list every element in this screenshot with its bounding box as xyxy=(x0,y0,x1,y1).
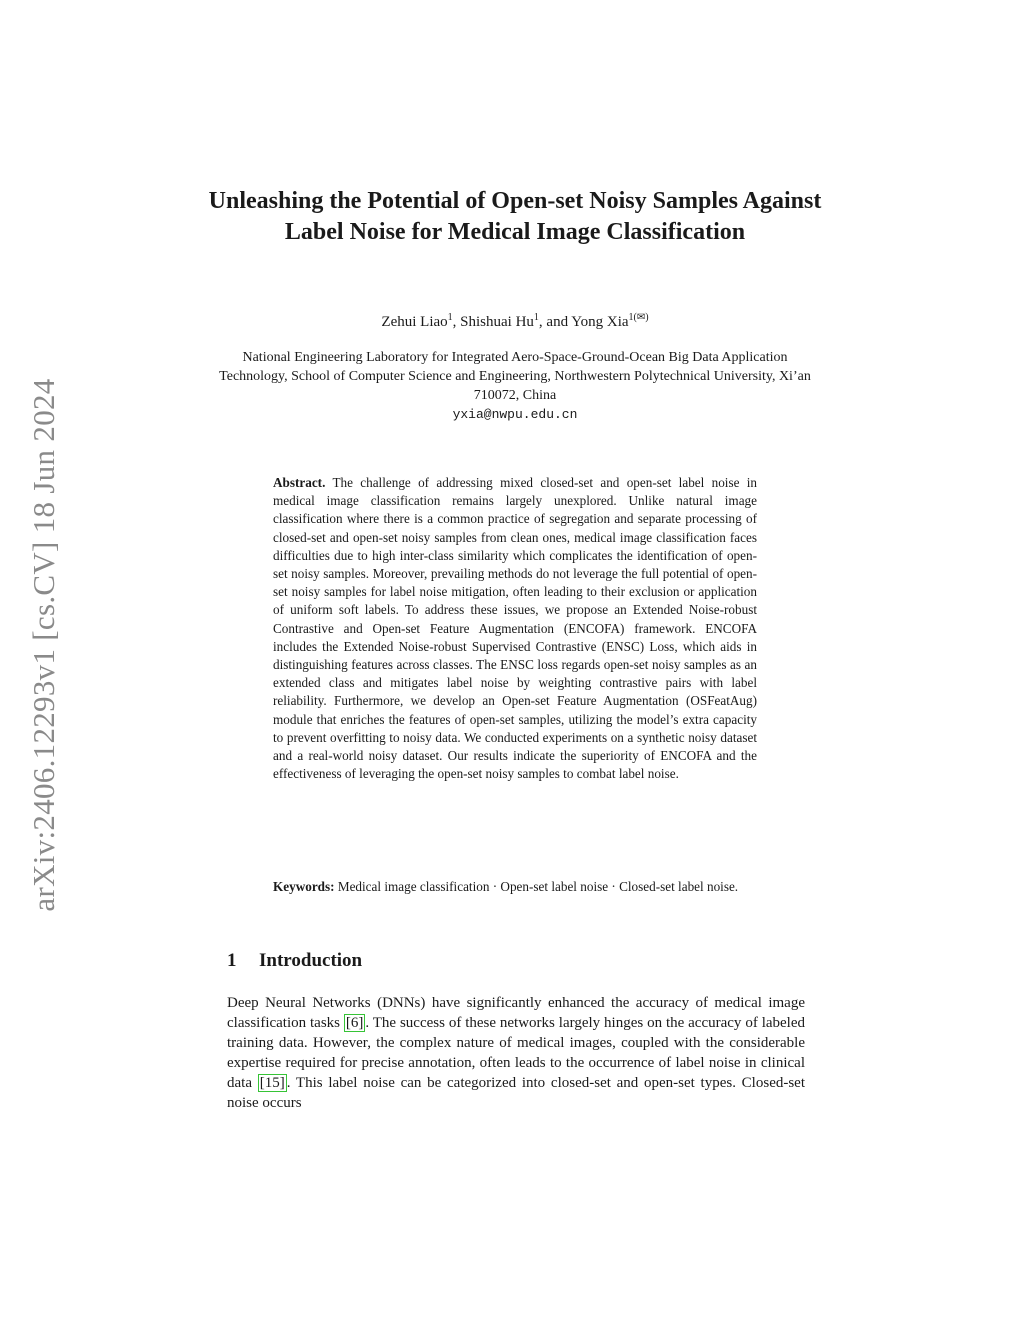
abstract-text: The challenge of addressing mixed closed-set and open-set label noise in medical image classification remains largely unexplored. Unlike natural image classification where there is a common practice of segregation and separate processing of closed-set and open-set noisy samples from clean ones, medical image classification faces difficulties due to high inter-class similarity which complicates the identification of open-set noisy samples. Moreover, prevailing methods do not leverage the full potential of open-set noisy samples for label noise mitigation, often leading to their exclusion or application of uniform soft labels. To address these issues, we propose an Extended Noise-robust Contrastive and Open-set Feature Augmentation (ENCOFA) framework. ENCOFA includes the Extended Noise-robust Supervised Contrastive (ENSC) Loss, which aids in distinguishing features across classes. The ENSC loss regards open-set noisy samples as an extended class and mitigates label noise by weighting contrastive pairs with label reliability. Furthermore, we develop an Open-set Feature Augmentation (OSFeatAug) module that enriches the features of open-set samples, utilizing the model’s extra capacity to prevent overfitting to noisy data. We conducted experiments on a synthetic noisy dataset and a real-world noisy dataset. Our results indicate the superiority of ENCOFA and the effectiveness of leveraging the open-set noisy samples to combat label noise. xyxy=(273,475,758,782)
paper-title: Unleashing the Potential of Open-set Noisy Samples Against Label Noise for Medical Image Classification xyxy=(208,188,822,245)
author-name: Yong Xia xyxy=(571,314,629,330)
section-number: 1 xyxy=(227,950,237,971)
affiliation-mark: 1 xyxy=(533,312,539,323)
affiliation-text: National Engineering Laboratory for Integrated Aero-Space-Ground-Ocean Big Data Application Technology, School of Computer Science and Engineering, Northwestern Polytechnical University, Xi’an 710072, China xyxy=(219,350,811,403)
keywords-label: Keywords: xyxy=(273,879,335,894)
citation-link[interactable]: [15] xyxy=(259,1075,285,1092)
affiliation-mark: 1 xyxy=(447,312,453,323)
author-name: Zehui Liao xyxy=(381,314,448,330)
author-separator: , and xyxy=(538,314,572,330)
intro-text: . This label noise can be categorized into closed-set and open-set types. Closed-set noise occurs xyxy=(227,1075,806,1112)
author-email[interactable]: yxia@nwpu.edu.cn xyxy=(452,407,578,422)
keywords xyxy=(273,878,757,896)
intro-text: Deep Neural Networks (DNNs) have significantly enhanced the accuracy of medical image classification tasks xyxy=(227,995,805,1032)
abstract xyxy=(273,474,757,783)
citation-link[interactable]: [6] xyxy=(345,1015,364,1032)
author-line xyxy=(200,312,830,331)
arxiv-side-stamp: arXiv:2406.12293v1 [cs.CV] 18 Jun 2024 xyxy=(26,378,61,912)
section-title: Introduction xyxy=(259,950,363,971)
keywords-text: Medical image classification · Open-set label noise · Closed-set label noise. xyxy=(337,879,739,894)
author-name: Shishuai Hu xyxy=(460,314,534,330)
affiliation-block xyxy=(212,348,818,424)
intro-text: . The success of these networks largely hinges on the accuracy of labeled training data. However, the complex nature of medical images, coupled with the considerable expertise required for precise annotation, often leads to the occurrence of label noise in clinical data xyxy=(227,1015,805,1092)
author-separator: , xyxy=(452,314,461,330)
section-heading xyxy=(227,950,362,972)
intro-paragraph xyxy=(227,993,805,1114)
affiliation-mark: 1(✉) xyxy=(628,312,649,323)
abstract-label: Abstract. xyxy=(273,475,326,490)
